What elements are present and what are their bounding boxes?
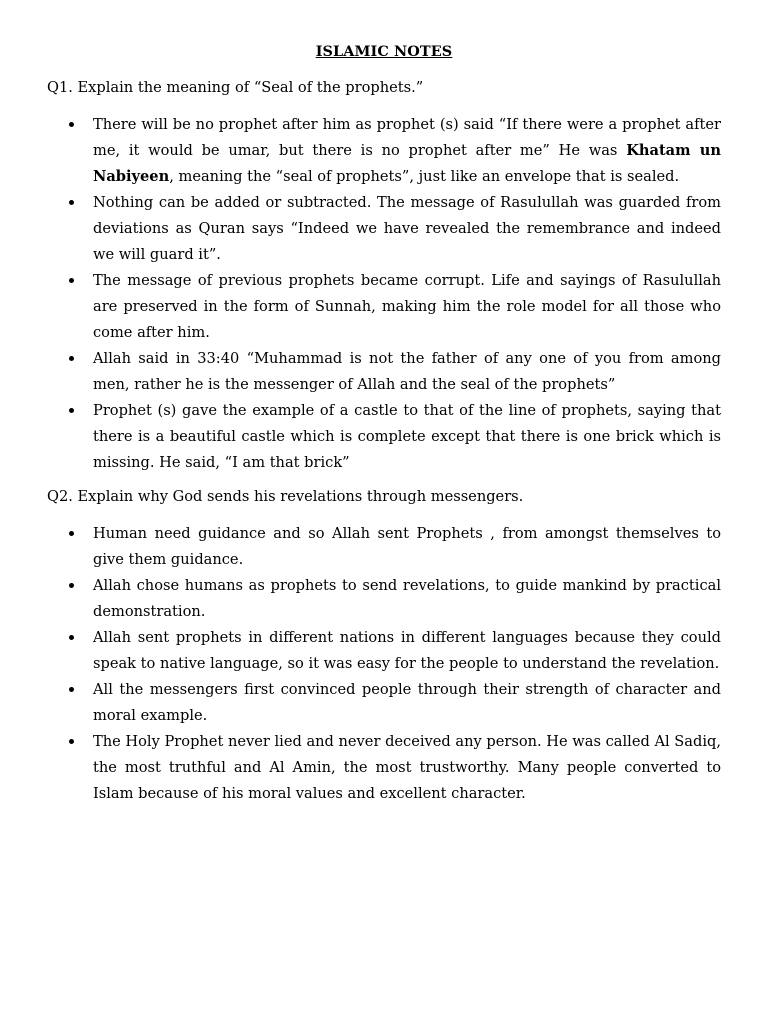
list-item-text: Allah sent prophets in different nations in different languages because they could speak to native language, so it was easy for the people to understand the revelation. [93, 629, 721, 672]
list-item-text: All the messengers first convinced people through their strength of character and moral example. [93, 681, 721, 724]
list-item-text: Prophet (s) gave the example of a castle to that of the line of prophets, saying that there is a beautiful castle which is complete except that there is one brick which is missing. He said, “I am that brick” [93, 402, 721, 471]
list-item-text: There will be no prophet after him as prophet (s) said “If there were a prophet after me, it would be umar, but there is no prophet after me” He was [93, 116, 721, 159]
bullet-icon [69, 687, 74, 692]
keyword-bold: Khatam un Nabiyeen [93, 142, 721, 185]
bullet-icon [69, 583, 74, 588]
list-item-text: The message of previous prophets became corrupt. Life and sayings of Rasulullah are preserved in the form of Sunnah, making him the role model for all those who come after him. [93, 272, 721, 341]
list-item-text: Human need guidance and so Allah sent Prophets , from amongst themselves to give them guidance. [93, 525, 721, 568]
list-item [93, 268, 721, 346]
list-item [93, 729, 721, 807]
question-1: Q1. Explain the meaning of “Seal of the prophets.” [47, 79, 424, 96]
q2-answer-list [0, 521, 721, 807]
page-title: ISLAMIC NOTES [315, 43, 453, 60]
bullet-icon [69, 739, 74, 744]
bullet-icon [69, 635, 74, 640]
bullet-icon [69, 278, 74, 283]
bullet-icon [69, 200, 74, 205]
list-item [93, 112, 721, 190]
bullet-icon [69, 356, 74, 361]
list-item-text: Allah said in 33:40 “Muhammad is not the father of any one of you from among men, rather he is the messenger of Allah and the seal of the prophets” [93, 350, 721, 393]
list-item-text: Nothing can be added or subtracted. The message of Rasulullah was guarded from deviations as Quran says “Indeed we have revealed the remembrance and indeed we will guard it”. [93, 194, 721, 263]
list-item [93, 573, 721, 625]
list-item [93, 677, 721, 729]
list-item [93, 521, 721, 573]
list-item-text: Allah chose humans as prophets to send revelations, to guide mankind by practical demonstration. [93, 577, 721, 620]
list-item [93, 346, 721, 398]
bullet-icon [69, 122, 74, 127]
bullet-icon [69, 408, 74, 413]
list-item [93, 190, 721, 268]
bullet-icon [69, 531, 74, 536]
list-item-text: The Holy Prophet never lied and never deceived any person. He was called Al Sadiq, the most truthful and Al Amin, the most trustworthy. Many people converted to Islam because of his moral values and excellent character. [93, 733, 721, 802]
list-item-text: , meaning the “seal of prophets”, just like an envelope that is sealed. [169, 168, 680, 185]
list-item [93, 398, 721, 476]
question-2: Q2. Explain why God sends his revelations through messengers. [47, 488, 524, 505]
q1-answer-list [0, 112, 721, 476]
list-item [93, 625, 721, 677]
